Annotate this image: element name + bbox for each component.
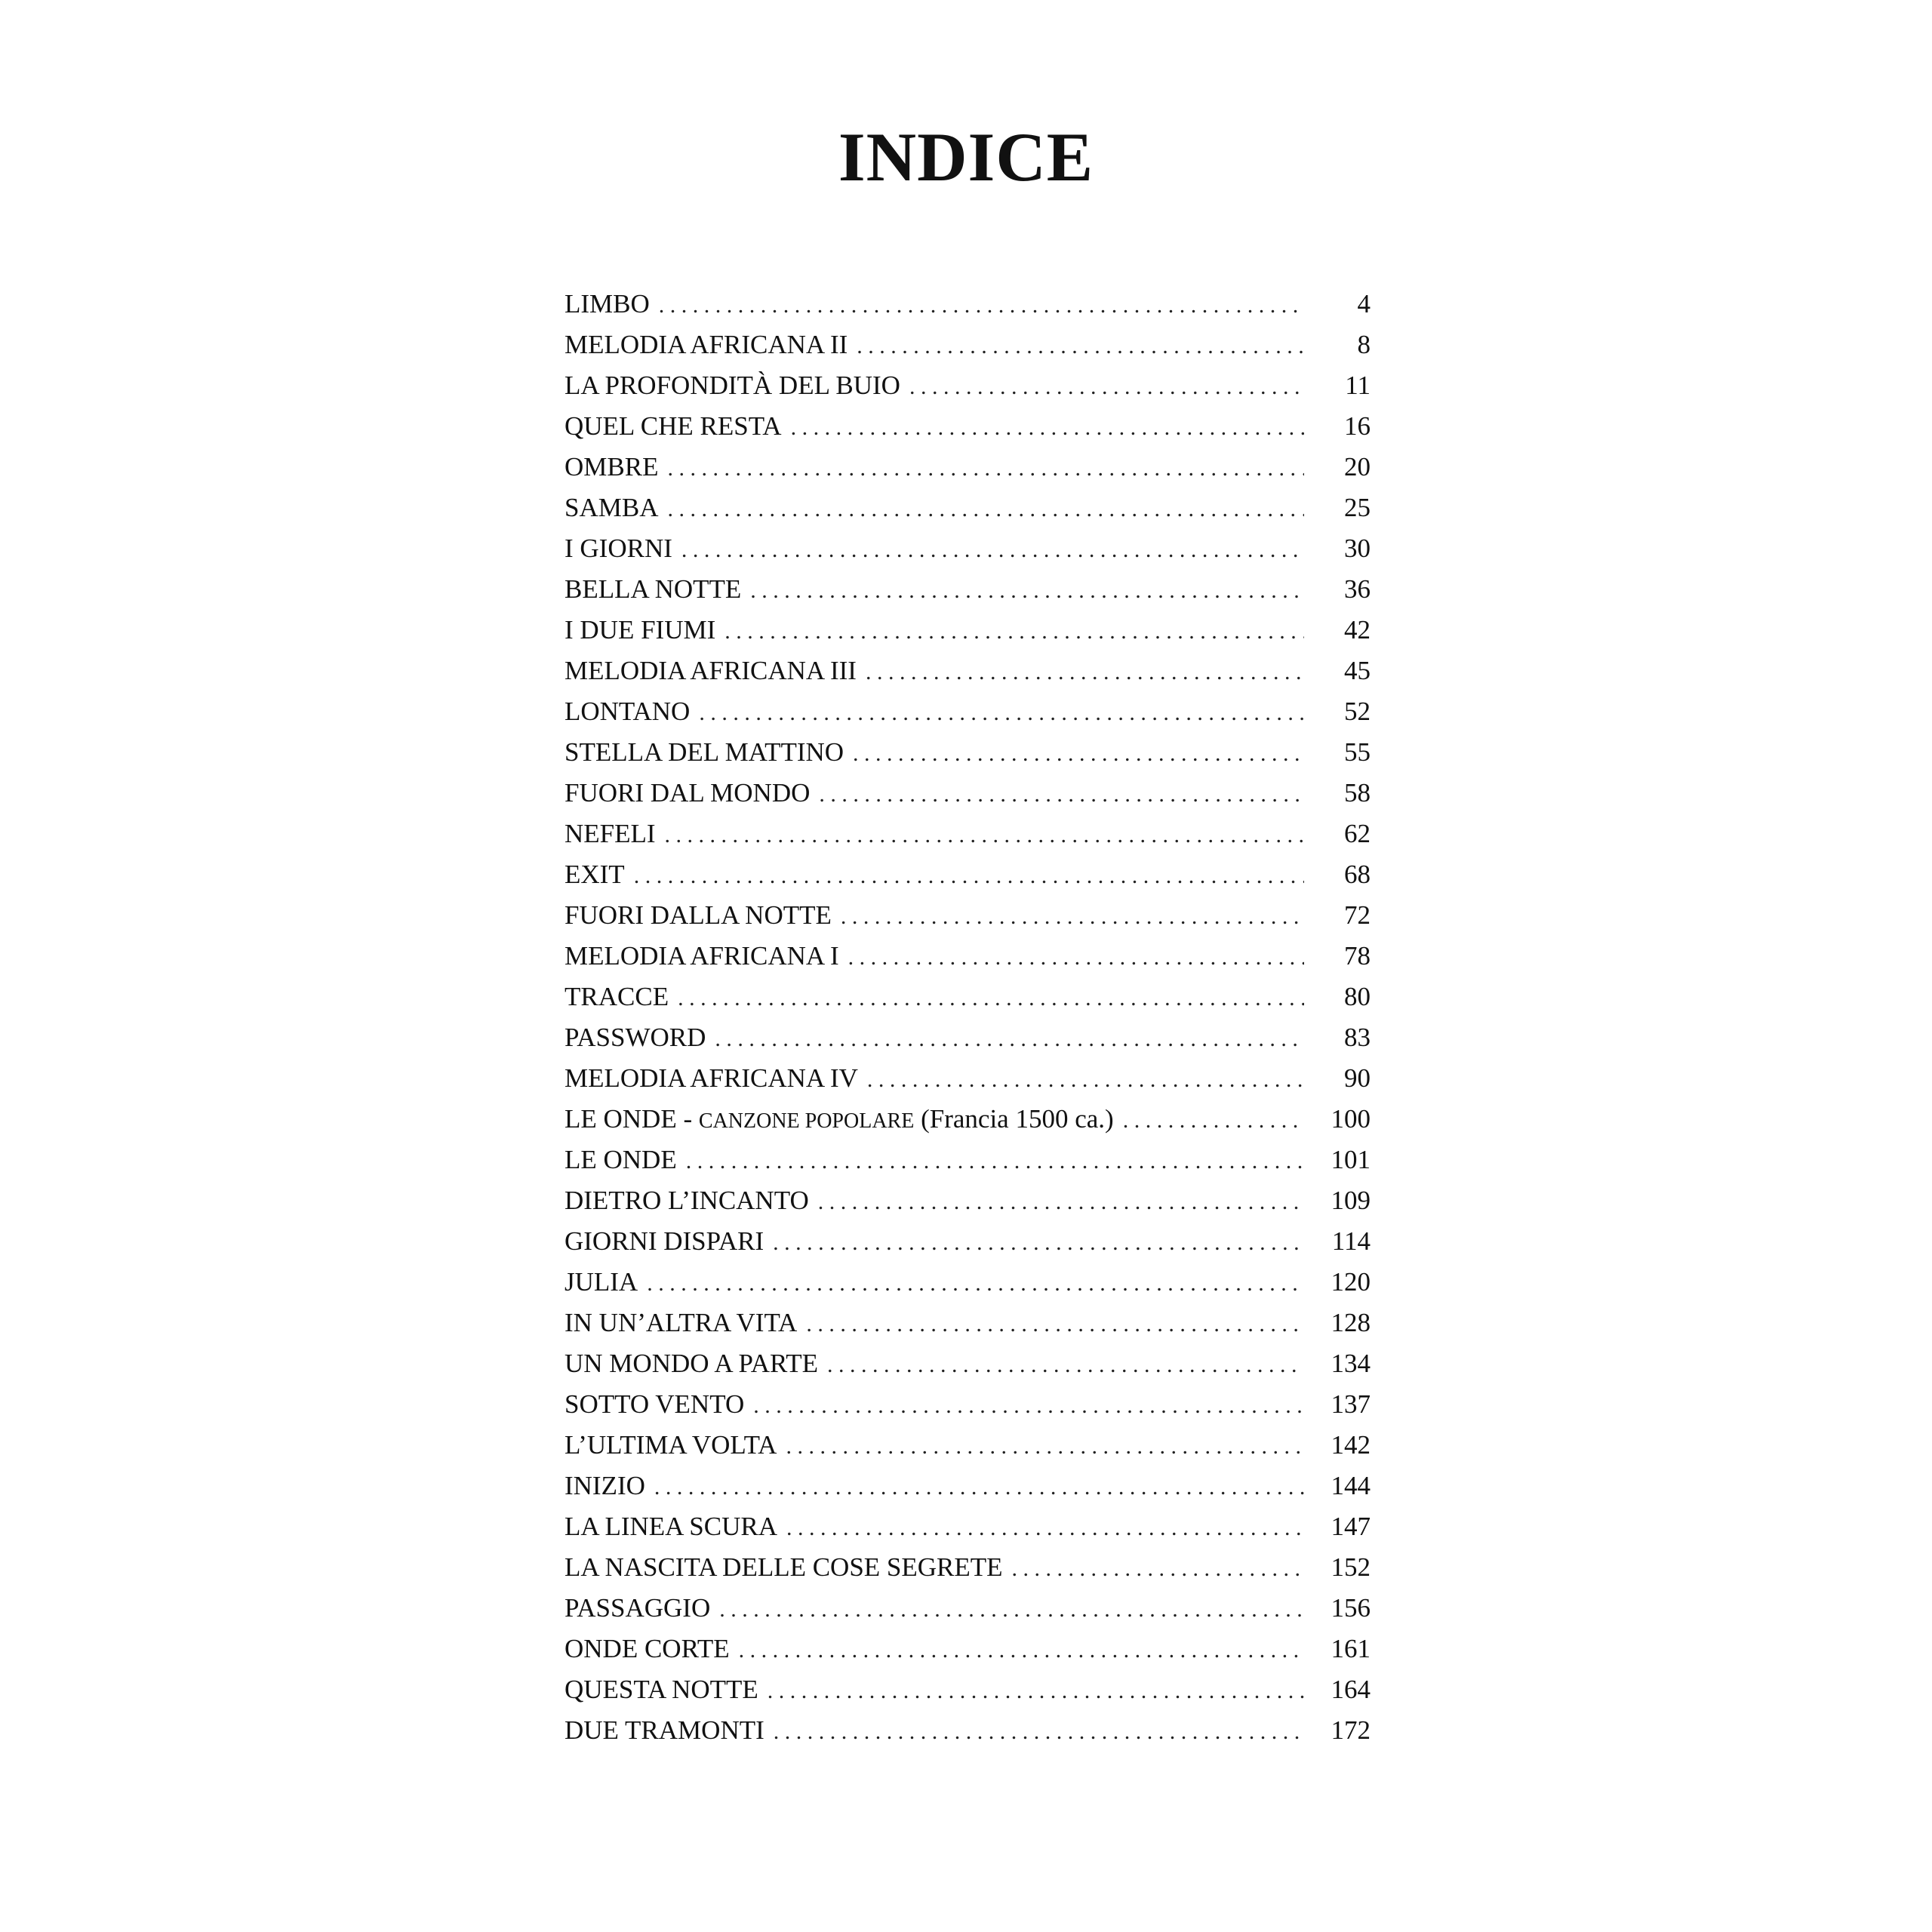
toc-entry-title-text: LIMBO xyxy=(565,289,650,318)
toc-entry-title-text: TRACCE xyxy=(565,982,669,1011)
dot-leader xyxy=(806,1304,1304,1345)
toc-entry-page-number: 45 xyxy=(1344,656,1371,685)
toc-entry-title-text: PASSAGGIO xyxy=(565,1593,711,1623)
toc-entry-title-text: FUORI DAL MONDO xyxy=(565,778,811,808)
dot-leader xyxy=(786,1508,1304,1549)
toc-entry-title-text: LE ONDE xyxy=(565,1145,677,1174)
toc-entry xyxy=(565,569,1371,610)
toc-entry-title-text: GIORNI DISPARI xyxy=(565,1226,764,1256)
toc-entry-title-text: FUORI DALLA NOTTE xyxy=(565,900,832,930)
toc-entry xyxy=(565,1506,1371,1547)
toc-entry-title-text: QUESTA NOTTE xyxy=(565,1675,758,1704)
toc-entry-page-number: 58 xyxy=(1344,778,1371,808)
toc-entry-title-text: MELODIA AFRICANA IV xyxy=(565,1063,858,1093)
toc-entry-page-number: 114 xyxy=(1331,1226,1371,1256)
toc-entry-subtitle: CANZONE POPOLARE xyxy=(698,1109,915,1133)
toc-entry-title xyxy=(565,1588,719,1629)
dot-leader xyxy=(750,571,1304,611)
page-title: INDICE xyxy=(838,118,1094,195)
toc-entry-page-number: 36 xyxy=(1344,574,1371,604)
toc-entry xyxy=(565,406,1371,447)
dot-leader xyxy=(848,937,1304,978)
toc-entry-page-number: 109 xyxy=(1331,1186,1371,1215)
toc-entry xyxy=(565,1303,1371,1343)
toc-entry-title-text: I GIORNI xyxy=(565,534,672,563)
toc-entry xyxy=(565,651,1371,691)
toc-entry-title-text: JULIA xyxy=(565,1267,638,1297)
toc-entry-title-text: LA PROFONDITÀ DEL BUIO xyxy=(565,371,900,400)
dot-leader xyxy=(786,1426,1304,1467)
toc-entry-title xyxy=(565,936,848,977)
dot-leader xyxy=(841,897,1304,937)
dot-leader xyxy=(647,1263,1304,1304)
dot-leader xyxy=(866,652,1304,693)
toc-entry-title-text: SOTTO VENTO xyxy=(565,1389,745,1419)
toc-entry-title xyxy=(565,732,853,773)
toc-entry-title xyxy=(565,1221,773,1262)
toc-entry xyxy=(565,1099,1371,1140)
toc-entry-title xyxy=(565,1303,806,1343)
toc-entry-title-text: LA LINEA SCURA xyxy=(565,1512,777,1541)
toc-entry-page-number: 134 xyxy=(1331,1349,1371,1378)
toc-entry-title xyxy=(565,365,909,406)
toc-entry-title-text: BELLA NOTTE xyxy=(565,574,742,604)
toc-entry-page-number: 52 xyxy=(1344,697,1371,726)
toc-entry xyxy=(565,1017,1371,1058)
dot-leader xyxy=(768,1671,1304,1712)
toc-entry-page-number: 16 xyxy=(1344,411,1371,441)
toc-entry xyxy=(565,1180,1371,1221)
toc-entry xyxy=(565,447,1371,488)
toc-entry-note: (Francia 1500 ca.) xyxy=(914,1104,1114,1134)
toc-entry xyxy=(565,1425,1371,1466)
toc-entry-title-text: NEFELI xyxy=(565,819,656,848)
toc-entry-page-number: 161 xyxy=(1331,1634,1371,1663)
toc-entry-title xyxy=(565,1547,1012,1588)
toc-entry-page-number: 8 xyxy=(1357,330,1371,359)
toc-entry-title-text: OMBRE xyxy=(565,452,659,481)
toc-entry-page-number: 11 xyxy=(1345,371,1371,400)
toc-entry-page-number: 120 xyxy=(1331,1267,1371,1297)
dot-leader xyxy=(773,1223,1304,1263)
toc-entry xyxy=(565,1058,1371,1099)
dot-leader xyxy=(791,408,1304,448)
dot-leader xyxy=(739,1630,1304,1671)
toc-entry-title xyxy=(565,1058,867,1099)
toc-entry-title-text: IN UN’ALTRA VITA xyxy=(565,1308,798,1337)
toc-entry-title-text: PASSWORD xyxy=(565,1023,706,1052)
toc-entry xyxy=(565,1384,1371,1425)
toc-entry xyxy=(565,732,1371,773)
toc-entry-title-text: EXIT xyxy=(565,860,625,889)
toc-entry xyxy=(565,488,1371,528)
toc-entry xyxy=(565,1140,1371,1180)
dot-leader xyxy=(686,1141,1304,1182)
toc-entry-page-number: 137 xyxy=(1331,1389,1371,1419)
toc-entry xyxy=(565,814,1371,854)
toc-entry-page-number: 72 xyxy=(1344,900,1371,930)
dot-leader xyxy=(678,978,1304,1019)
toc-entry-page-number: 164 xyxy=(1331,1675,1371,1704)
toc-entry-title xyxy=(565,1425,786,1466)
toc-entry xyxy=(565,1629,1371,1669)
toc-entry xyxy=(565,691,1371,732)
toc-entry-title xyxy=(565,814,665,854)
toc-entry-title-text: LE ONDE - xyxy=(565,1104,699,1134)
toc-entry xyxy=(565,365,1371,406)
toc-entry-title xyxy=(565,447,667,488)
toc-entry-title xyxy=(565,284,659,325)
toc-entry-page-number: 156 xyxy=(1331,1593,1371,1623)
toc-entry-title-text: LONTANO xyxy=(565,697,691,726)
dot-leader xyxy=(654,1467,1304,1508)
toc-entry-page-number: 100 xyxy=(1331,1104,1371,1134)
dot-leader xyxy=(665,815,1304,856)
dot-leader xyxy=(819,774,1304,815)
toc-entry-title xyxy=(565,1466,654,1506)
dot-leader xyxy=(753,1386,1304,1426)
dot-leader xyxy=(909,367,1304,408)
dot-leader xyxy=(724,611,1304,652)
toc-entry-page-number: 25 xyxy=(1344,493,1371,522)
toc-entry-title-text: MELODIA AFRICANA II xyxy=(565,330,848,359)
dot-leader xyxy=(867,1060,1304,1100)
table-of-contents xyxy=(565,284,1371,1751)
toc-entry-page-number: 147 xyxy=(1331,1512,1371,1541)
toc-entry-title-text: LA NASCITA DELLE COSE SEGRETE xyxy=(565,1552,1003,1582)
dot-leader xyxy=(853,734,1304,774)
toc-entry-title xyxy=(565,691,699,732)
toc-entry-title xyxy=(565,1099,1123,1142)
dot-leader xyxy=(857,326,1304,367)
dot-leader xyxy=(818,1182,1304,1223)
toc-entry xyxy=(565,610,1371,651)
toc-entry-page-number: 4 xyxy=(1357,289,1371,318)
toc-entry-page-number: 152 xyxy=(1331,1552,1371,1582)
dot-leader xyxy=(715,1019,1304,1060)
toc-entry-page-number: 20 xyxy=(1344,452,1371,481)
toc-entry-title-text: I DUE FIUMI xyxy=(565,615,716,645)
toc-entry-title xyxy=(565,1262,647,1303)
toc-entry-page-number: 128 xyxy=(1331,1308,1371,1337)
toc-entry xyxy=(565,325,1371,365)
toc-entry-title xyxy=(565,1669,768,1710)
toc-entry-page-number: 30 xyxy=(1344,534,1371,563)
toc-entry-page-number: 42 xyxy=(1344,615,1371,645)
toc-entry-title-text: DUE TRAMONTI xyxy=(565,1715,764,1745)
toc-entry-title xyxy=(565,977,678,1017)
toc-entry-page-number: 78 xyxy=(1344,941,1371,971)
toc-entry-title xyxy=(565,854,634,895)
toc-entry-page-number: 68 xyxy=(1344,860,1371,889)
toc-entry-title xyxy=(565,569,750,610)
toc-entry-title-text: SAMBA xyxy=(565,493,659,522)
toc-entry xyxy=(565,1221,1371,1262)
toc-entry-title xyxy=(565,1180,818,1221)
toc-entry-page-number: 144 xyxy=(1331,1471,1371,1500)
toc-entry-title xyxy=(565,1384,753,1425)
toc-entry-title xyxy=(565,1017,715,1058)
toc-entry xyxy=(565,1588,1371,1629)
toc-entry-title-text: QUEL CHE RESTA xyxy=(565,411,782,441)
dot-leader xyxy=(681,530,1304,571)
toc-entry-title-text: ONDE CORTE xyxy=(565,1634,730,1663)
toc-entry-title-text: MELODIA AFRICANA III xyxy=(565,656,857,685)
dot-leader xyxy=(1123,1100,1304,1141)
toc-entry-page-number: 90 xyxy=(1344,1063,1371,1093)
toc-entry-title xyxy=(565,773,819,814)
toc-entry xyxy=(565,1710,1371,1751)
toc-entry xyxy=(565,284,1371,325)
toc-entry xyxy=(565,895,1371,936)
toc-entry-title-text: L’ULTIMA VOLTA xyxy=(565,1430,777,1460)
toc-entry-title xyxy=(565,325,857,365)
dot-leader xyxy=(1012,1549,1304,1589)
toc-entry-page-number: 80 xyxy=(1344,982,1371,1011)
toc-entry-title-text: MELODIA AFRICANA I xyxy=(565,941,839,971)
toc-entry xyxy=(565,936,1371,977)
toc-entry-title xyxy=(565,1506,786,1547)
toc-entry-title-text: UN MONDO A PARTE xyxy=(565,1349,818,1378)
toc-entry-page-number: 55 xyxy=(1344,737,1371,767)
toc-entry xyxy=(565,854,1371,895)
toc-entry xyxy=(565,1547,1371,1588)
toc-entry xyxy=(565,977,1371,1017)
toc-entry xyxy=(565,1262,1371,1303)
toc-entry-title xyxy=(565,528,681,569)
dot-leader xyxy=(699,693,1304,734)
toc-entry-title xyxy=(565,488,667,528)
dot-leader xyxy=(667,448,1304,489)
dot-leader xyxy=(667,489,1304,530)
dot-leader xyxy=(827,1345,1304,1386)
toc-entry-page-number: 142 xyxy=(1331,1430,1371,1460)
toc-entry-title xyxy=(565,1140,686,1180)
toc-entry xyxy=(565,528,1371,569)
dot-leader xyxy=(719,1589,1304,1630)
toc-entry-page-number: 62 xyxy=(1344,819,1371,848)
toc-entry-page-number: 172 xyxy=(1331,1715,1371,1745)
toc-entry-title-text: DIETRO L’INCANTO xyxy=(565,1186,809,1215)
toc-entry-title xyxy=(565,651,866,691)
toc-entry-page-number: 83 xyxy=(1344,1023,1371,1052)
toc-entry-title xyxy=(565,1710,774,1751)
toc-entry xyxy=(565,1669,1371,1710)
toc-entry-title xyxy=(565,895,841,936)
dot-leader xyxy=(774,1712,1304,1752)
toc-entry xyxy=(565,1343,1371,1384)
toc-entry-title xyxy=(565,610,724,651)
toc-entry-title-text: INIZIO xyxy=(565,1471,645,1500)
toc-entry xyxy=(565,1466,1371,1506)
toc-entry-title xyxy=(565,406,791,447)
dot-leader xyxy=(634,856,1304,897)
dot-leader xyxy=(659,285,1304,326)
toc-entry-title-text: STELLA DEL MATTINO xyxy=(565,737,844,767)
toc-entry-title xyxy=(565,1343,827,1384)
toc-entry-title xyxy=(565,1629,739,1669)
toc-entry xyxy=(565,773,1371,814)
toc-entry-page-number: 101 xyxy=(1331,1145,1371,1174)
